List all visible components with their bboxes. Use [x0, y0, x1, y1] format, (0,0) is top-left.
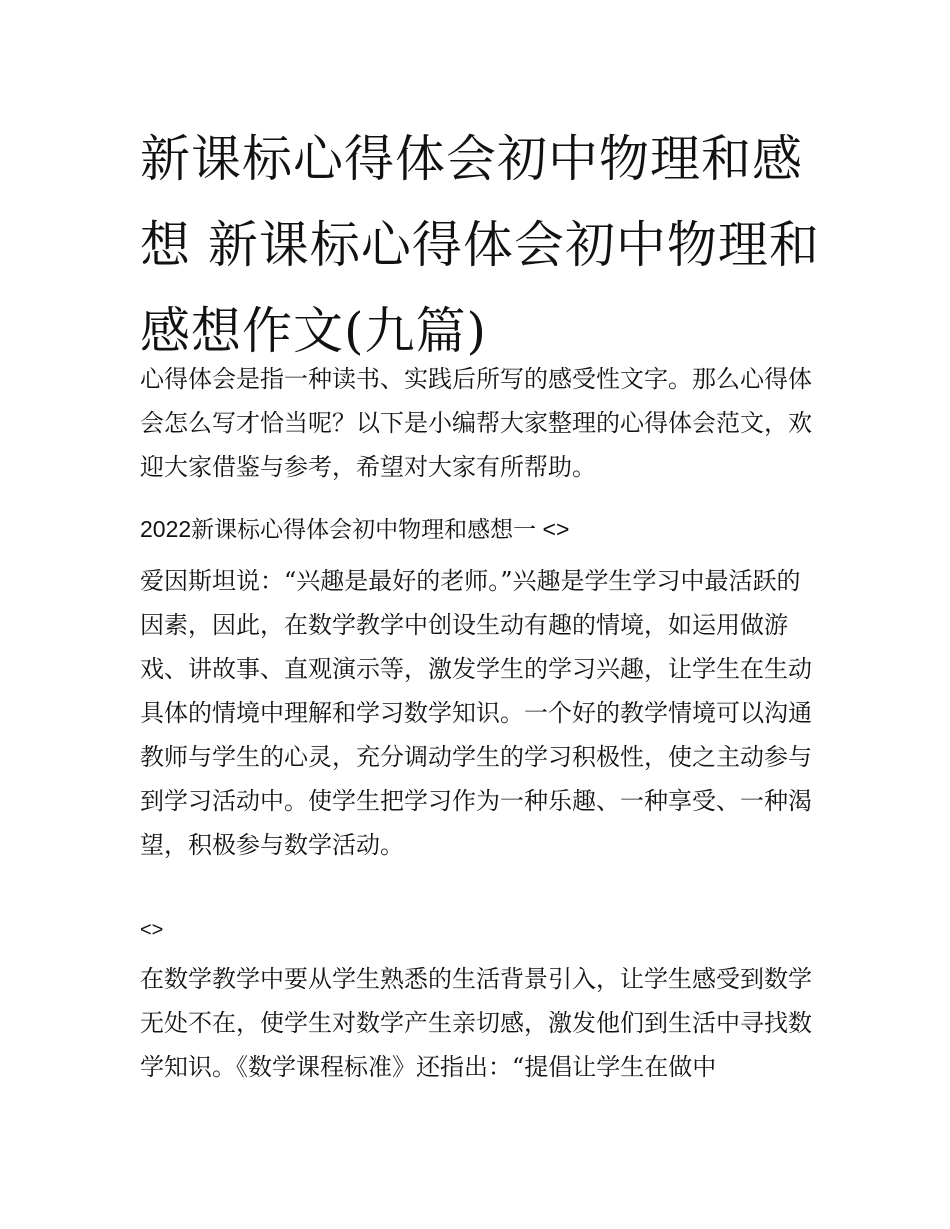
quote-paragraph: 爱因斯坦说：“兴趣是最好的老师。”兴趣是学生学习中最活跃的因素，因此，在数学教学中创设生动有趣的情境，如运用做游戏、讲故事、直观演示等，激发学生的学习兴趣，让学生在生动具体的情境中理解和学习数学知识。一个好的教学情境可以沟通教师与学生的心灵，充分调动学生的学习积极性，使之主动参与到学习活动中。使学生把学习作为一种乐趣、一种享受、一种渴望，积极参与数学活动。	[140, 567, 812, 859]
section-heading: 2022新课标心得体会初中物理和感想一 <>	[140, 516, 570, 542]
life-context-paragraph: 在数学教学中要从学生熟悉的生活背景引入，让学生感受到数学无处不在，使学生对数学产生亲切感，激发他们到生活中寻找数学知识。《数学课程标准》还指出：“提倡让学生在做中	[140, 965, 812, 1081]
intro-paragraph: 心得体会是指一种读书、实践后所写的感受性文字。那么心得体会怎么写才恰当呢？以下是小编帮大家整理的心得体会范文，欢迎大家借鉴与参考，希望对大家有所帮助。	[140, 365, 812, 481]
section-marker: <>	[140, 919, 164, 941]
document-title: 新课标心得体会初中物理和感想 新课标心得体会初中物理和感想作文(九篇)	[140, 130, 820, 360]
